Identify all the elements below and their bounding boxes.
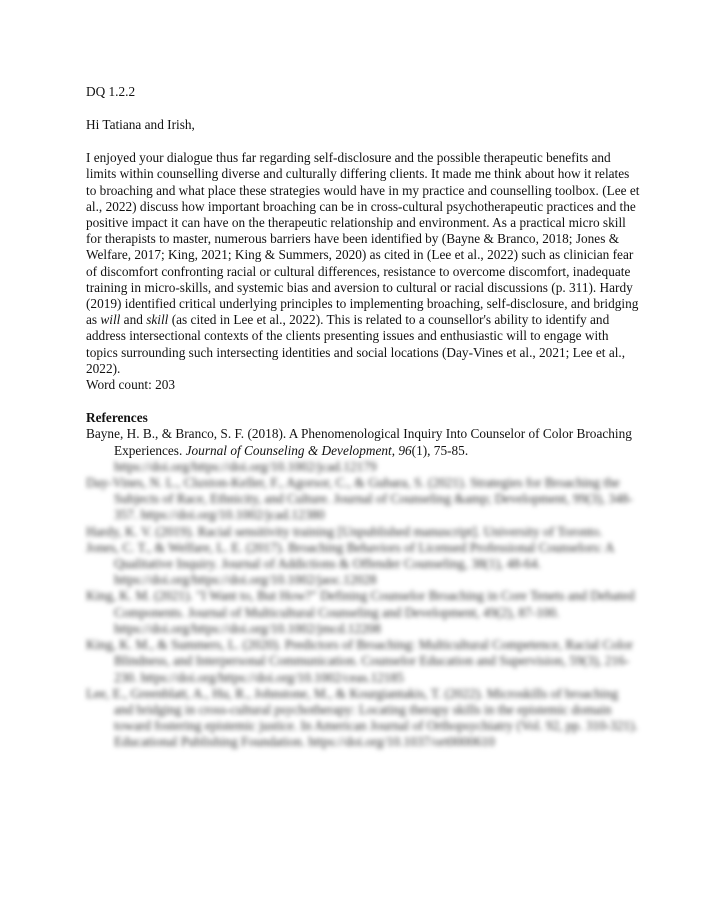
paragraph-text-3: (as cited in Lee et al., 2022). This is related to a counsellor's ability to identify and address intersectional contexts of the clients presenting issues and enthusiastic will to engage with topics surrounding such intersecting identities and social locations (Day-Vines et al., 2021; Lee et al., 2022). <box>86 312 626 376</box>
reference-volume: 96 <box>398 442 412 458</box>
word-count: Word count: 203 <box>86 377 176 393</box>
discussion-paragraph <box>86 150 640 377</box>
document-page <box>86 84 640 751</box>
reference-journal: Journal of Counseling & Development <box>185 442 392 458</box>
reference-bayne-branco <box>86 426 640 458</box>
blurred-reference: King, K. M., & Summers, L. (2020). Predictors of Broaching: Multicultural Competence, Racial Color Blindness, and Interpersonal Communication. Counselor Education and Supervision, 59(3), 216-230. https://doi.org/https://doi.org/10.1002/ceas.12185 <box>86 637 633 685</box>
emphasis-will: will <box>100 312 121 328</box>
blurred-references <box>86 459 640 751</box>
reference-authors: Bayne, H. B., & Branco, S. F. (2018). A Phenomenological Inquiry Into Counselor of Color Broaching Experiences. <box>86 426 632 458</box>
blurred-reference: Lee, E., Greenblatt, A., Hu, R., Johnstone, M., & Kourgiantakis, T. (2022). Microskills of broaching and bridging in cross-cultural psychotherapy: Locating therapy skills in the epistemic domain toward fostering epistemic justice. In American Journal of Orthopsychiatry (Vol. 92, pp. 310-321). Educational Publishing Foundation. https://doi.org/10.1037/ort0000610 <box>86 685 638 750</box>
document-heading: DQ 1.2.2 <box>86 84 136 99</box>
blurred-reference: King, K. M. (2021). "I Want to, But How?" Defining Counselor Broaching in Core Tenets and Debated Components. Journal of Multicultural Counseling and Development, 49(2), 87-100. https://doi.org/https://doi.org/10.1002/jmcd.12208 <box>86 588 635 636</box>
paragraph-text-2: and <box>120 312 147 328</box>
reference-separator: , <box>391 442 399 458</box>
blurred-reference: Jones, C. T., & Welfare, L. E. (2017). Broaching Behaviors of Licensed Professional Counselors: A Qualitative Inquiry. Journal of Addictions & Offender Counseling, 38(1), 48-64. https://doi.org/https://doi.org/10.1002/jaoc.12028 <box>86 539 614 588</box>
reference-issue-pages: (1), 75-85. <box>411 442 469 458</box>
blurred-reference: https://doi.org/https://doi.org/10.1002/jcad.12179 <box>114 458 377 474</box>
references-heading: References <box>86 410 148 426</box>
emphasis-skill: skill <box>146 312 169 328</box>
paragraph-text-1: I enjoyed your dialogue thus far regarding self-disclosure and the possible therapeutic benefits and limits within counselling diverse and culturally differing clients. It made me think about how it relates to broaching and what place these strategies would have in my practice and counselling toolbox. (Lee et al., 2022) discuss how important broaching can be in cross-cultural psychotherapeutic practices and the positive impact it can have on the therapeutic relationship and environment. As a practical micro skill for therapists to master, numerous barriers have been identified by (Bayne & Branco, 2018; Jones & Welfare, 2017; King, 2021; King & Summers, 2020) as cited in (Lee et al., 2022) such as clinician fear of discomfort confronting racial or cultural differences, resistance to overcome discomfort, inadequate training in micro-skills, and systemic bias and aversion to cultural or racial discussions (p. 311). Hardy (2019) identified critical underlying principles to implementing broaching, self-disclosure, and bridging as <box>86 150 640 328</box>
blurred-reference: Hardy, K. V. (2019). Racial sensitivity training [Unpublished manuscript]. University of Toronto. <box>86 523 603 539</box>
blurred-reference: Day-Vines, N. L., Cluxton-Keller, F., Agorsor, C., & Gubara, S. (2021). Strategies for Broaching the Subjects of Race, Ethnicity, and Culture. Journal of Counseling &amp; Development, 99(3), 348-357. https://doi.org/10.1002/jcad.12380 <box>86 475 633 523</box>
greeting: Hi Tatiana and Irish, <box>86 117 195 132</box>
